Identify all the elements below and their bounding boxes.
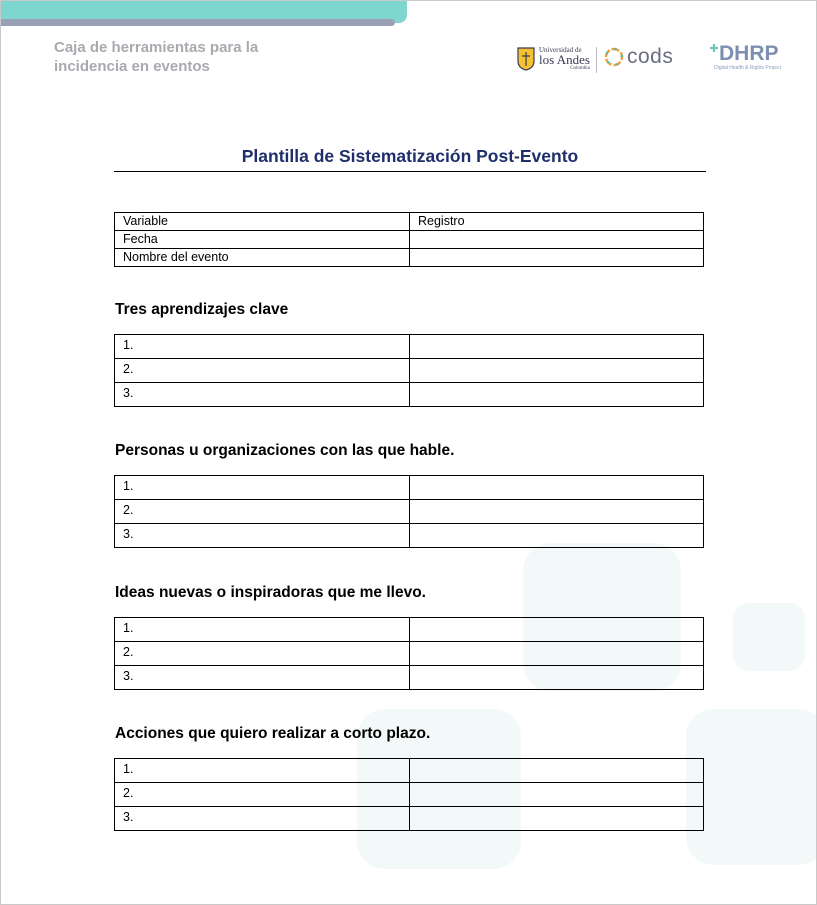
table-row	[115, 213, 704, 231]
uandes-line3: Colombia	[570, 65, 590, 71]
table-row	[115, 231, 704, 249]
table-cell-entry[interactable]	[410, 500, 704, 524]
table-row	[115, 524, 704, 548]
table-row	[115, 476, 704, 500]
section-table	[114, 758, 704, 831]
table-cell-entry[interactable]	[410, 618, 704, 642]
table-row	[115, 807, 704, 831]
cods-logo	[603, 45, 673, 69]
table-cell-number: 2.	[115, 783, 410, 807]
table-cell-entry[interactable]	[410, 807, 704, 831]
uandes-shield-icon	[517, 47, 535, 71]
section-title: Acciones que quiero realizar a corto plazo.	[115, 725, 431, 742]
dhrp-logo	[709, 43, 781, 71]
table-row	[115, 642, 704, 666]
cods-wordmark: cods	[627, 45, 674, 68]
table-cell-value[interactable]	[410, 249, 704, 267]
document-title: Plantilla de Sistematización Post-Evento	[241, 146, 579, 166]
table-row	[115, 618, 704, 642]
table-cell-number: 2.	[115, 642, 410, 666]
section-table	[114, 334, 704, 407]
section-title: Ideas nuevas o inspiradoras que me llevo.	[115, 584, 426, 601]
table-cell-number: 2.	[115, 500, 410, 524]
table-row	[115, 500, 704, 524]
table-cell-number: 3.	[115, 524, 410, 548]
table-row	[115, 335, 704, 359]
table-header-variable: Variable	[115, 213, 410, 231]
table-cell-label: Fecha	[115, 231, 410, 249]
table-cell-entry[interactable]	[410, 783, 704, 807]
section-table	[114, 617, 704, 690]
decor-shape	[733, 603, 805, 671]
table-cell-entry[interactable]	[410, 642, 704, 666]
table-cell-entry[interactable]	[410, 666, 704, 690]
table-cell-label: Nombre del evento	[115, 249, 410, 267]
table-cell-entry[interactable]	[410, 476, 704, 500]
uandes-line2: los Andes	[539, 51, 590, 67]
table-cell-number: 1.	[115, 335, 410, 359]
table-cell-number: 1.	[115, 476, 410, 500]
table-row	[115, 383, 704, 407]
table-cell-number: 1.	[115, 759, 410, 783]
table-cell-entry[interactable]	[410, 759, 704, 783]
table-row	[115, 249, 704, 267]
section-table	[114, 475, 704, 548]
dhrp-wordmark: DHRP	[719, 42, 779, 65]
table-row	[115, 666, 704, 690]
logo-divider	[596, 47, 597, 73]
uandes-line1: Universidad de	[539, 45, 582, 54]
dhrp-plus-icon	[709, 43, 719, 53]
title-underline	[114, 171, 706, 172]
table-cell-entry[interactable]	[410, 359, 704, 383]
section-title: Tres aprendizajes clave	[115, 301, 289, 318]
decor-shape	[686, 709, 817, 865]
table-header-registro: Registro	[410, 213, 704, 231]
table-cell-number: 1.	[115, 618, 410, 642]
table-cell-number: 3.	[115, 666, 410, 690]
table-cell-entry[interactable]	[410, 524, 704, 548]
table-row	[115, 759, 704, 783]
table-row	[115, 359, 704, 383]
header-accent-bar-gray	[1, 19, 395, 26]
uandes-logo	[517, 45, 590, 73]
table-cell-number: 3.	[115, 807, 410, 831]
dhrp-subtitle: Digital Health & Rights Project	[714, 65, 781, 71]
cods-ring-icon	[603, 46, 625, 68]
toolkit-title: Caja de herramientas para la incidencia en eventos	[54, 39, 259, 75]
table-cell-number: 3.	[115, 383, 410, 407]
table-row	[115, 783, 704, 807]
info-table	[114, 212, 704, 267]
table-cell-value[interactable]	[410, 231, 704, 249]
table-cell-number: 2.	[115, 359, 410, 383]
table-cell-entry[interactable]	[410, 335, 704, 359]
table-cell-entry[interactable]	[410, 383, 704, 407]
section-title: Personas u organizaciones con las que hable.	[115, 442, 455, 459]
